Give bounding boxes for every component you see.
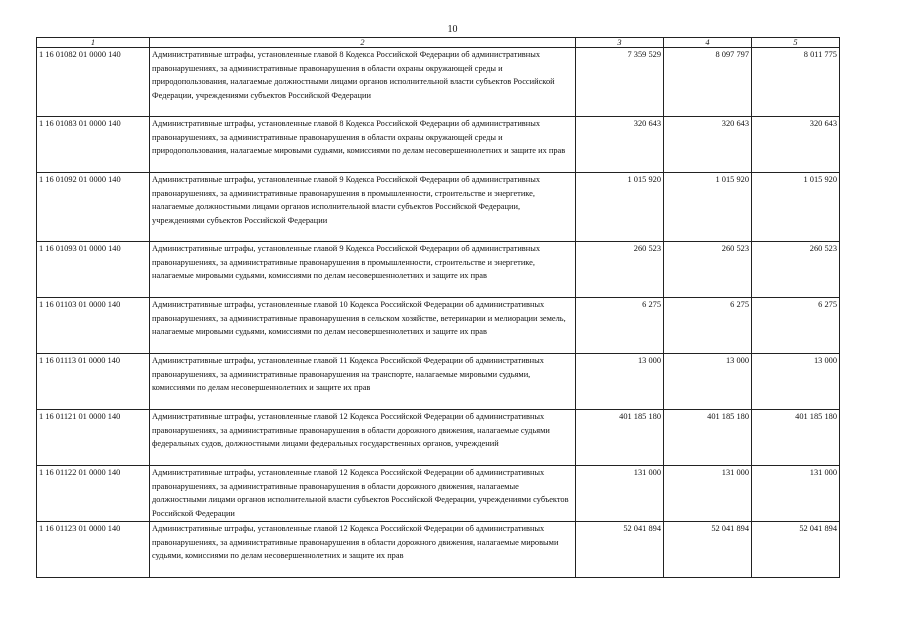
value-col-5: 8 011 775 (752, 48, 840, 117)
value-col-3: 1 015 920 (576, 173, 664, 242)
column-number-row (37, 38, 840, 48)
column-header-5: 5 (752, 38, 840, 48)
row-description: Административные штрафы, установленные главой 8 Кодекса Российской Федерации об административных правонарушениях, за административные правонарушения в области охраны окружающей среды и природопользования, налагаемые должностными лицами органов исполнительной власти субъектов Российской Федерации, учреждениями субъектов Российской Федерации (150, 48, 576, 117)
column-header-3: 3 (576, 38, 664, 48)
value-col-4: 320 643 (664, 117, 752, 173)
value-col-5: 13 000 (752, 354, 840, 410)
table-row (37, 298, 840, 354)
table-row (37, 354, 840, 410)
value-col-4: 8 097 797 (664, 48, 752, 117)
value-col-3: 6 275 (576, 298, 664, 354)
page-number: 10 (447, 24, 458, 35)
value-col-3: 7 359 529 (576, 48, 664, 117)
budget-code: 1 16 01123 01 0000 140 (37, 522, 150, 578)
table-row (37, 117, 840, 173)
value-col-5: 1 015 920 (752, 173, 840, 242)
value-col-5: 320 643 (752, 117, 840, 173)
value-col-5: 260 523 (752, 242, 840, 298)
row-description: Административные штрафы, установленные главой 8 Кодекса Российской Федерации об административных правонарушениях, за административные правонарушения в области охраны окружающей среды и природопользования, налагаемые мировыми судьями, комиссиями по делам несовершеннолетних и защите их прав (150, 117, 576, 173)
budget-code: 1 16 01082 01 0000 140 (37, 48, 150, 117)
table-row (37, 173, 840, 242)
budget-code: 1 16 01122 01 0000 140 (37, 466, 150, 522)
row-description: Административные штрафы, установленные главой 11 Кодекса Российской Федерации об административных правонарушениях, за административные правонарушения на транспорте, налагаемые мировыми судьями, комиссиями по делам несовершеннолетних и защите их прав (150, 354, 576, 410)
row-description: Административные штрафы, установленные главой 12 Кодекса Российской Федерации об административных правонарушениях, за административные правонарушения в области дорожного движения, налагаемые должностными лицами органов исполнительной власти субъектов Российской Федерации, учреждениями субъектов Российской Федерации (150, 466, 576, 522)
row-description: Административные штрафы, установленные главой 12 Кодекса Российской Федерации об административных правонарушениях, за административные правонарушения в области дорожного движения, налагаемые мировыми судьями, комиссиями по делам несовершеннолетних и защите их прав (150, 522, 576, 578)
value-col-3: 401 185 180 (576, 410, 664, 466)
budget-code: 1 16 01113 01 0000 140 (37, 354, 150, 410)
budget-code: 1 16 01103 01 0000 140 (37, 298, 150, 354)
budget-code: 1 16 01121 01 0000 140 (37, 410, 150, 466)
table-row (37, 522, 840, 578)
value-col-3: 52 041 894 (576, 522, 664, 578)
table-row (37, 410, 840, 466)
value-col-3: 131 000 (576, 466, 664, 522)
value-col-4: 52 041 894 (664, 522, 752, 578)
value-col-4: 13 000 (664, 354, 752, 410)
value-col-4: 260 523 (664, 242, 752, 298)
table-row (37, 242, 840, 298)
row-description: Административные штрафы, установленные главой 9 Кодекса Российской Федерации об административных правонарушениях, за административные правонарушения в промышленности, строительстве и энергетике, налагаемые должностными лицами органов исполнительной власти субъектов Российской Федерации, учреждениями субъектов Российской Федерации (150, 173, 576, 242)
column-header-1: 1 (37, 38, 150, 48)
value-col-4: 1 015 920 (664, 173, 752, 242)
budget-code: 1 16 01093 01 0000 140 (37, 242, 150, 298)
table-row (37, 466, 840, 522)
budget-code: 1 16 01083 01 0000 140 (37, 117, 150, 173)
value-col-5: 52 041 894 (752, 522, 840, 578)
row-description: Административные штрафы, установленные главой 10 Кодекса Российской Федерации об административных правонарушениях, за административные правонарушения в сельском хозяйстве, ветеринарии и мелиорации земель, налагаемые мировыми судьями, комиссиями по делам несовершеннолетних и защите их прав (150, 298, 576, 354)
budget-table (36, 37, 840, 578)
column-header-2: 2 (150, 38, 576, 48)
value-col-4: 131 000 (664, 466, 752, 522)
value-col-3: 320 643 (576, 117, 664, 173)
budget-code: 1 16 01092 01 0000 140 (37, 173, 150, 242)
value-col-5: 131 000 (752, 466, 840, 522)
row-description: Административные штрафы, установленные главой 12 Кодекса Российской Федерации об административных правонарушениях, за административные правонарушения в области дорожного движения, налагаемые судьями федеральных судов, должностными лицами федеральных государственных органов, учреждений (150, 410, 576, 466)
value-col-5: 6 275 (752, 298, 840, 354)
value-col-3: 13 000 (576, 354, 664, 410)
table-row (37, 48, 840, 117)
column-header-4: 4 (664, 38, 752, 48)
value-col-4: 401 185 180 (664, 410, 752, 466)
value-col-3: 260 523 (576, 242, 664, 298)
value-col-4: 6 275 (664, 298, 752, 354)
row-description: Административные штрафы, установленные главой 9 Кодекса Российской Федерации об административных правонарушениях, за административные правонарушения в промышленности, строительстве и энергетике, налагаемые мировыми судьями, комиссиями по делам несовершеннолетних и защите их прав (150, 242, 576, 298)
value-col-5: 401 185 180 (752, 410, 840, 466)
